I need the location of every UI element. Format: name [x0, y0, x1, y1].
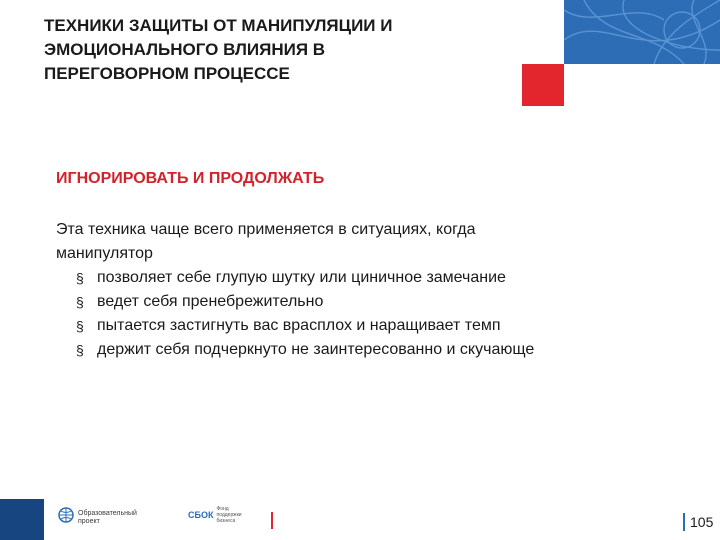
partner-caption-line: Фонд	[216, 506, 229, 512]
partner-logo	[188, 506, 242, 524]
logo-caption	[78, 510, 137, 526]
footer-divider	[271, 512, 273, 529]
partner-caption-line: поддержки	[216, 512, 242, 518]
intro-line: манипулятор	[56, 245, 153, 262]
partner-caption-line: бизнеса	[216, 518, 236, 524]
title-line: ЭМОЦИОНАЛЬНОГО ВЛИЯНИЯ В	[44, 40, 326, 59]
bullet-text: держит себя подчеркнуто не заинтересованно и скучающе	[97, 341, 535, 358]
bullet-marker: §	[76, 318, 84, 334]
bullet-marker: §	[76, 270, 84, 286]
red-decor-square	[522, 64, 564, 106]
intro-line: Эта техника чаще всего применяется в ситуациях, когда	[56, 221, 476, 238]
bullet-text: позволяет себе глупую шутку или циничное замечание	[97, 269, 506, 286]
bullet-text: пытается застигнуть вас врасплох и наращивает темп	[97, 317, 501, 334]
list-item	[56, 290, 676, 314]
bullet-text: ведет себя пренебрежительно	[97, 293, 324, 310]
bullet-marker: §	[76, 342, 84, 358]
section-subtitle: ИГНОРИРОВАТЬ И ПРОДОЛЖАТЬ	[56, 170, 325, 187]
globe-logo-icon	[58, 507, 74, 528]
logo-caption-line: Образовательный	[78, 509, 137, 517]
list-item	[56, 314, 676, 338]
page-number-divider	[683, 513, 685, 531]
partner-logo-caption	[216, 506, 241, 524]
title-line: ТЕХНИКИ ЗАЩИТЫ ОТ МАНИПУЛЯЦИИ И	[44, 16, 393, 35]
bullet-marker: §	[76, 294, 84, 310]
education-project-logo	[58, 507, 137, 528]
footer-square	[0, 499, 44, 540]
logo-caption-line: проект	[78, 517, 100, 525]
slide-title	[44, 14, 514, 86]
title-line: ПЕРЕГОВОРНОМ ПРОЦЕССЕ	[44, 64, 290, 83]
page-number: 105	[690, 514, 714, 530]
list-item	[56, 338, 676, 362]
bullet-list	[56, 266, 676, 362]
list-item	[56, 266, 676, 290]
partner-logo-mark: СБОК	[188, 510, 214, 520]
slide-body	[56, 218, 676, 362]
blue-decor-pattern-icon	[564, 0, 720, 64]
